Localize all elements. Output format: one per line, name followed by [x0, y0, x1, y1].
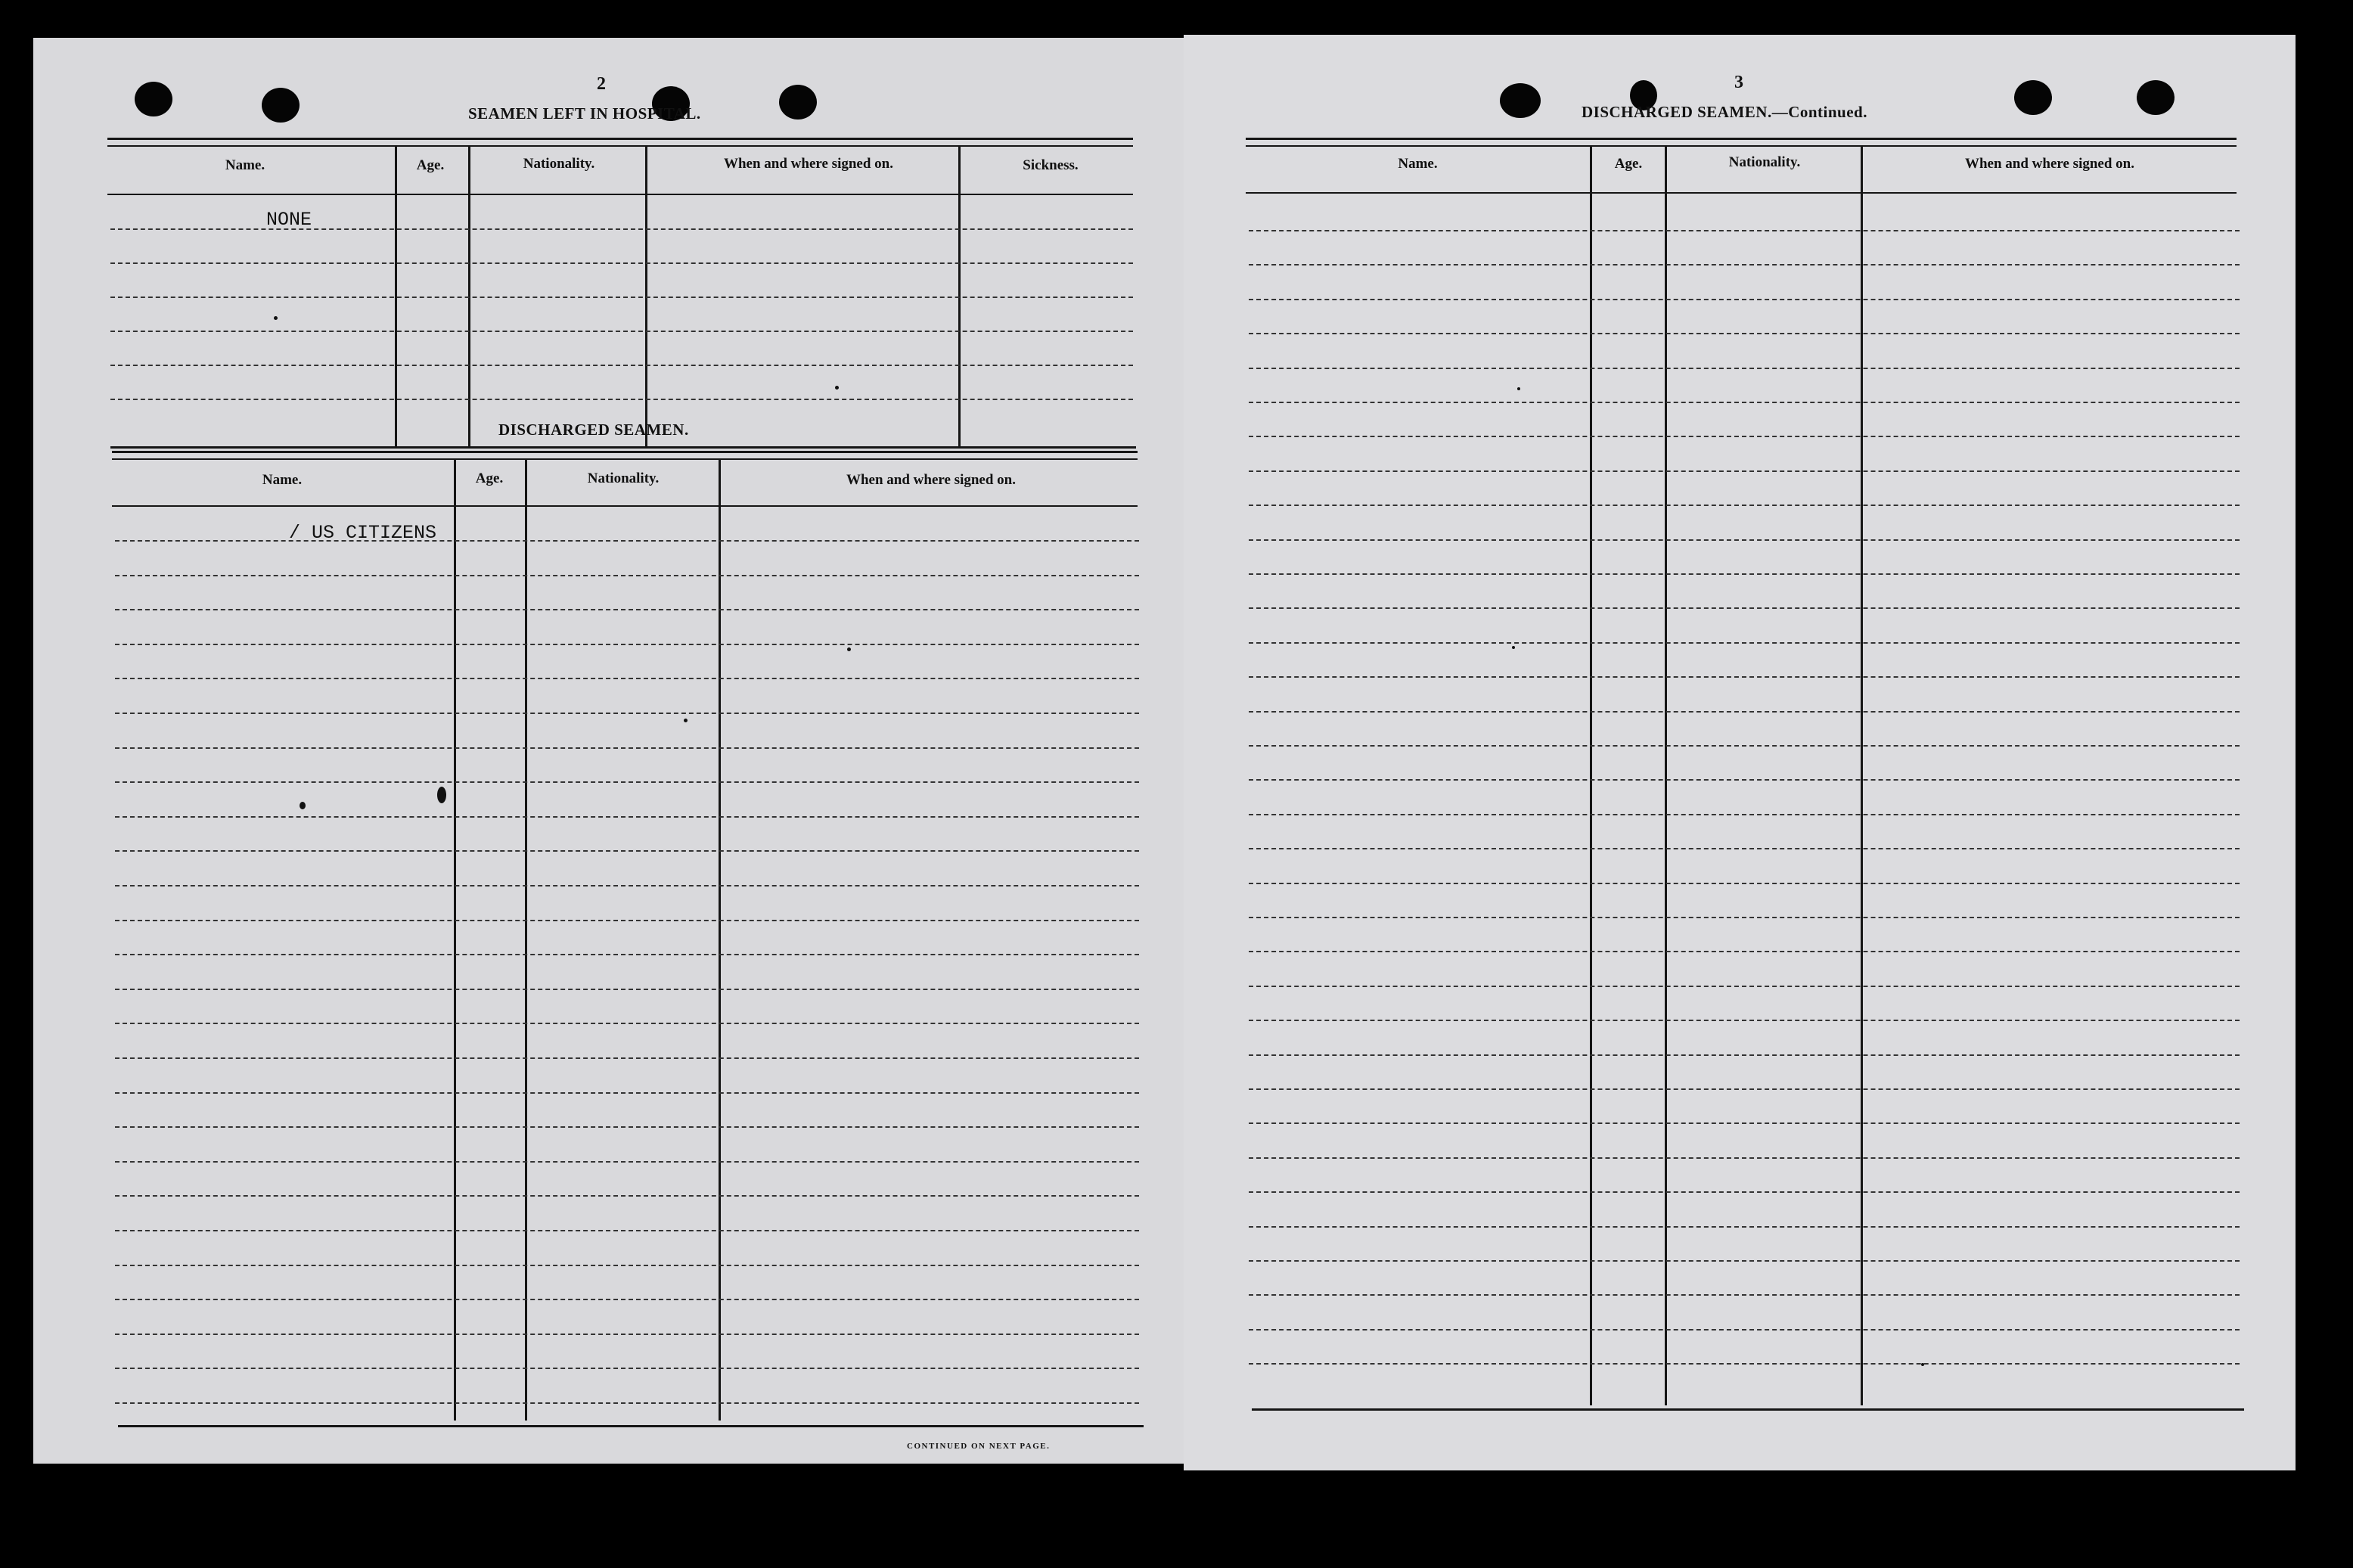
ruled-line — [115, 713, 1139, 714]
ruled-line — [110, 331, 1133, 332]
column-divider — [525, 458, 527, 1421]
discharged-col-age: Age. — [475, 470, 504, 486]
ruled-line — [115, 1195, 1139, 1197]
discharged-col-nationality: Nationality. — [587, 470, 660, 486]
continued-col-nationality: Nationality. — [1728, 154, 1801, 170]
ruled-line — [115, 1299, 1139, 1300]
ruled-line — [110, 399, 1133, 400]
ruled-line — [1249, 1363, 2240, 1365]
ruled-line — [1249, 505, 2240, 506]
ruled-line — [115, 609, 1139, 610]
hospital-entry-name: NONE — [266, 209, 312, 231]
hospital-col-sickness: Sickness. — [1023, 157, 1079, 173]
ruled-line — [115, 781, 1139, 783]
ruled-line — [1249, 1122, 2240, 1124]
ruled-line — [1249, 230, 2240, 231]
discharged-col-signed-on: When and where signed on. — [846, 472, 1016, 488]
ruled-line — [1249, 917, 2240, 918]
left-page — [33, 38, 1190, 1464]
discharged-section-title: DISCHARGED SEAMEN. — [498, 421, 689, 439]
ruled-line — [115, 1265, 1139, 1266]
column-divider — [645, 145, 647, 446]
column-divider — [395, 145, 397, 446]
ruled-line — [1249, 1260, 2240, 1262]
column-divider — [468, 145, 470, 446]
punch-hole — [135, 82, 172, 116]
table-rule — [107, 145, 1133, 147]
ink-speck — [274, 316, 278, 320]
punch-hole — [2014, 80, 2052, 115]
punch-hole — [779, 85, 817, 120]
table-rule — [110, 446, 1136, 449]
ruled-line — [1249, 264, 2240, 265]
table-rule — [112, 451, 1138, 453]
ruled-line — [1249, 711, 2240, 713]
ruled-line — [115, 747, 1139, 749]
ruled-line — [115, 1334, 1139, 1335]
ruled-line — [115, 644, 1139, 645]
hospital-section-title: SEAMEN LEFT IN HOSPITAL. — [468, 104, 701, 123]
ink-speck — [1921, 1363, 1924, 1366]
table-rule — [107, 194, 1133, 195]
ruled-line — [115, 989, 1139, 990]
ruled-line — [1249, 848, 2240, 849]
page-number: 2 — [597, 74, 606, 94]
continued-col-signed-on: When and where signed on. — [1964, 156, 2134, 172]
page-number: 3 — [1734, 73, 1743, 92]
hospital-col-name: Name. — [225, 157, 265, 173]
table-rule — [107, 138, 1133, 140]
ruled-line — [1249, 642, 2240, 644]
ink-speck — [684, 719, 688, 722]
ruled-line — [115, 1126, 1139, 1128]
discharged-entry-name: / US CITIZENS — [289, 522, 437, 544]
ruled-line — [110, 365, 1133, 366]
hospital-col-signed-on: When and where signed on. — [723, 156, 893, 172]
ink-speck — [847, 647, 851, 651]
table-rule — [118, 1425, 1144, 1427]
ruled-line — [1249, 745, 2240, 747]
ruled-line — [115, 1161, 1139, 1163]
ruled-line — [1249, 1020, 2240, 1021]
hospital-col-age: Age. — [416, 157, 445, 173]
ruled-line — [115, 540, 1139, 542]
table-rule — [1246, 138, 2237, 140]
ruled-line — [1249, 779, 2240, 781]
hospital-col-nationality: Nationality. — [523, 156, 595, 172]
ruled-line — [1249, 402, 2240, 403]
ruled-line — [1249, 1226, 2240, 1228]
punch-hole — [2137, 80, 2175, 115]
table-rule — [1246, 192, 2237, 194]
ruled-line — [110, 297, 1133, 298]
ruled-line — [110, 228, 1133, 230]
ink-speck — [1517, 387, 1520, 390]
ruled-line — [1249, 951, 2240, 952]
ruled-line — [115, 954, 1139, 955]
column-divider — [454, 458, 456, 1421]
continued-col-age: Age. — [1614, 156, 1643, 172]
ruled-line — [115, 1230, 1139, 1231]
ruled-line — [115, 1057, 1139, 1059]
ruled-line — [1249, 1157, 2240, 1159]
continued-note: CONTINUED ON NEXT PAGE. — [907, 1442, 1051, 1451]
ruled-line — [1249, 607, 2240, 609]
ruled-line — [1249, 573, 2240, 575]
table-rule — [112, 458, 1138, 460]
ink-speck — [437, 787, 446, 803]
ruled-line — [115, 816, 1139, 818]
discharged-col-name: Name. — [262, 472, 303, 488]
ruled-line — [115, 1402, 1139, 1404]
punch-hole — [262, 88, 300, 123]
ruled-line — [1249, 814, 2240, 815]
ruled-line — [1249, 676, 2240, 678]
ruled-line — [1249, 1191, 2240, 1193]
continued-section-title: DISCHARGED SEAMEN.—Continued. — [1582, 103, 1867, 121]
ruled-line — [1249, 1294, 2240, 1296]
ruled-line — [115, 885, 1139, 886]
table-rule — [1246, 145, 2237, 147]
ruled-line — [1249, 1054, 2240, 1056]
column-divider — [958, 145, 961, 446]
ruled-line — [1249, 883, 2240, 884]
ink-speck — [835, 386, 839, 390]
table-rule — [112, 505, 1138, 507]
ink-speck — [1512, 646, 1515, 649]
ruled-line — [1249, 1329, 2240, 1330]
ruled-line — [115, 678, 1139, 679]
table-rule — [1252, 1408, 2244, 1411]
ruled-line — [1249, 1088, 2240, 1090]
ruled-line — [1249, 333, 2240, 334]
ruled-line — [115, 920, 1139, 921]
continued-col-name: Name. — [1398, 156, 1438, 172]
ruled-line — [115, 850, 1139, 852]
ink-speck — [300, 802, 306, 809]
ruled-line — [1249, 436, 2240, 437]
ruled-line — [115, 1023, 1139, 1024]
right-page — [1184, 35, 2296, 1470]
ruled-line — [1249, 539, 2240, 541]
ruled-line — [1249, 986, 2240, 987]
punch-hole — [1500, 83, 1541, 118]
ruled-line — [1249, 299, 2240, 300]
ruled-line — [1249, 470, 2240, 472]
ruled-line — [110, 262, 1133, 264]
column-divider — [719, 458, 721, 1421]
ruled-line — [115, 1092, 1139, 1094]
ruled-line — [1249, 368, 2240, 369]
ruled-line — [115, 575, 1139, 576]
ruled-line — [115, 1368, 1139, 1369]
